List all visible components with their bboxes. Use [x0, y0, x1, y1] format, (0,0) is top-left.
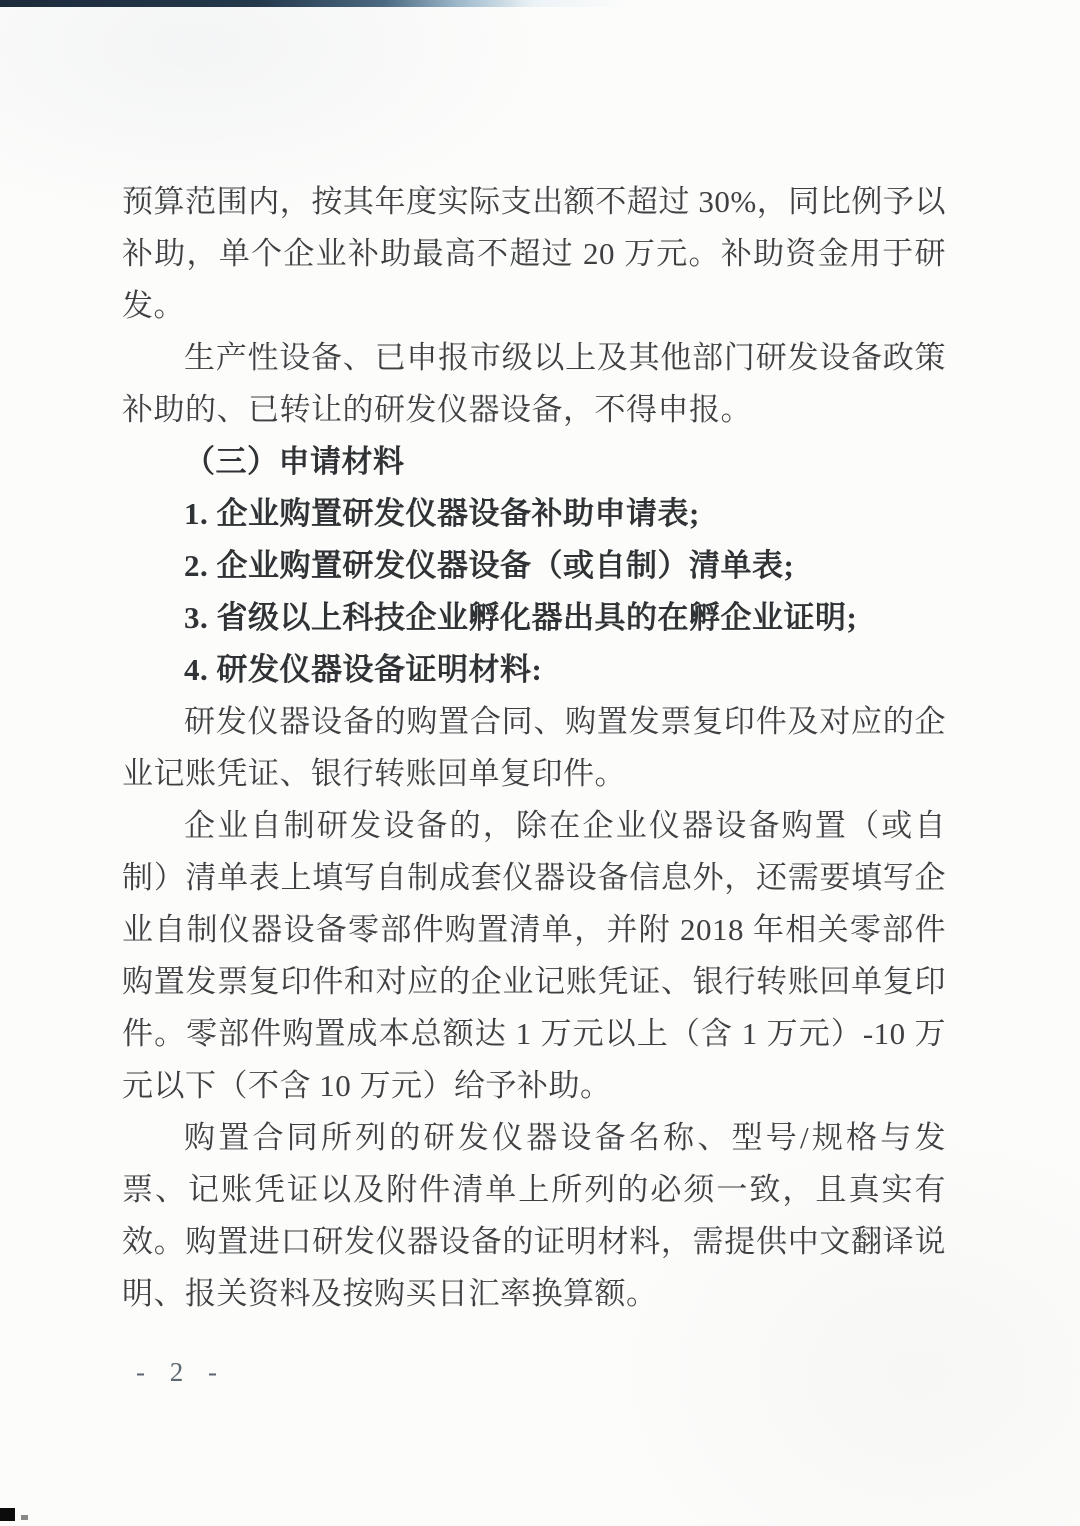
document-body: [122, 176, 946, 1320]
scan-artifact-bottom-left: [0, 1508, 15, 1521]
section-heading-application-materials: （三）申请材料: [184, 444, 405, 479]
page-number: - 2 -: [136, 1357, 226, 1387]
paragraph-purchase-documents: 研发仪器设备的购置合同、购置发票复印件及对应的企业记账凭证、银行转账回单复印件。: [122, 704, 946, 791]
list-item-equipment-checklist: 2. 企业购置研发仪器设备（或自制）清单表;: [184, 548, 795, 583]
paragraph-subsidy-ratio: 预算范围内，按其年度实际支出额不超过 30%，同比例予以补助，单个企业补助最高不超过 20 万元。补助资金用于研发。: [122, 184, 946, 323]
list-item-equipment-proof: 4. 研发仪器设备证明材料:: [184, 652, 543, 687]
scan-artifact-top-edge: [0, 0, 740, 7]
paragraph-exclusions: 生产性设备、已申报市级以上及其他部门研发设备政策补助的、已转让的研发仪器设备，不得申报。: [122, 340, 946, 427]
paragraph-consistency-requirement: 购置合同所列的研发仪器设备名称、型号/规格与发票、记账凭证以及附件清单上所列的必须一致，且真实有效。购置进口研发仪器设备的证明材料，需提供中文翻译说明、报关资料及按购买日汇率换算额。: [122, 1120, 946, 1311]
list-item-incubator-certificate: 3. 省级以上科技企业孵化器出具的在孵企业证明;: [184, 600, 858, 635]
list-item-application-form: 1. 企业购置研发仪器设备补助申请表;: [184, 496, 700, 531]
paragraph-self-made-equipment: 企业自制研发设备的，除在企业仪器设备购置（或自制）清单表上填写自制成套仪器设备信息外，还需要填写企业自制仪器设备零部件购置清单，并附 2018 年相关零部件购置发票复印件和对应的企业记账凭证、银行转账回单复印件。零部件购置成本总额达 1 万元以上（含 1 万元）-10 万元以下（不含 10 万元）给予补助。: [122, 808, 946, 1103]
